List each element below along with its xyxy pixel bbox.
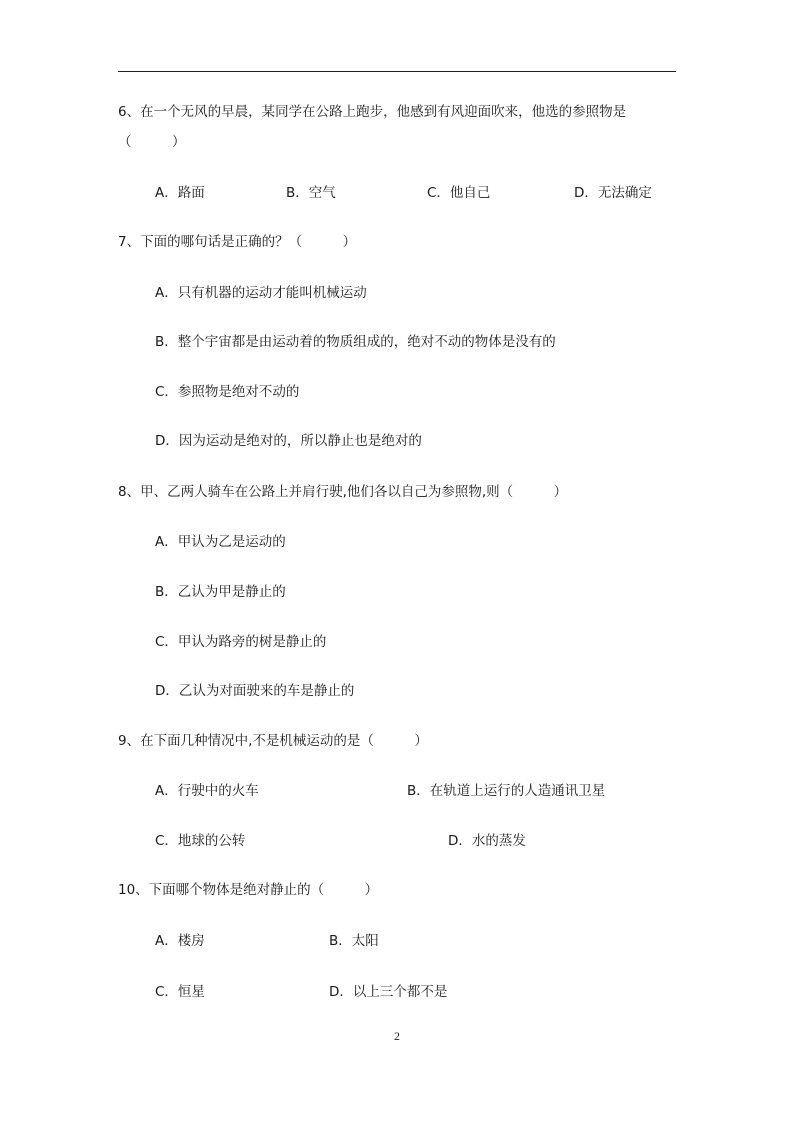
q8-option-d: D．乙认为对面驶来的车是静止的	[155, 683, 355, 699]
q10-stem: 10、下面哪个物体是绝对静止的（ ）	[118, 882, 379, 898]
q9-option-c: C．地球的公转	[155, 833, 246, 849]
q6-option-d: D．无法确定	[574, 185, 652, 201]
q10-option-b: B．太阳	[329, 933, 379, 949]
q7-option-c: C．参照物是绝对不动的	[155, 384, 300, 400]
q7-option-d: D．因为运动是绝对的，所以静止也是绝对的	[155, 433, 422, 449]
q10-option-a: A．楼房	[155, 933, 205, 949]
q10-option-d: D．以上三个都不是	[329, 984, 448, 1000]
q9-stem: 9、在下面几种情况中,不是机械运动的是（ ）	[118, 733, 428, 749]
q8-option-a: A．甲认为乙是运动的	[155, 534, 286, 550]
q10-option-c: C．恒星	[155, 984, 205, 1000]
q8-option-b: B．乙认为甲是静止的	[155, 584, 286, 600]
q9-option-b: B．在轨道上运行的人造通讯卫星	[407, 783, 606, 799]
q7-stem: 7、下面的哪句话是正确的？（ ）	[118, 234, 357, 250]
q6-bracket: （ ）	[118, 134, 186, 150]
header-rule	[118, 71, 676, 72]
q8-option-c: C．甲认为路旁的树是静止的	[155, 634, 327, 650]
q6-stem: 6、在一个无风的早晨，某同学在公路上跑步，他感到有风迎面吹来，他选的参照物是	[118, 104, 627, 120]
q7-option-a: A．只有机器的运动才能叫机械运动	[155, 285, 367, 301]
page-number: 2	[394, 1029, 400, 1043]
q6-option-b: B．空气	[286, 185, 336, 201]
q9-option-d: D．水的蒸发	[448, 833, 526, 849]
q9-option-a: A．行驶中的火车	[155, 783, 259, 799]
q6-option-a: A．路面	[155, 185, 205, 201]
q6-option-c: C．他自己	[427, 185, 491, 201]
q7-option-b: B．整个宇宙都是由运动着的物质组成的，绝对不动的物体是没有的	[155, 334, 556, 350]
q8-stem: 8、甲、乙两人骑车在公路上并肩行驶,他们各以自己为参照物,则（ ）	[118, 484, 568, 500]
